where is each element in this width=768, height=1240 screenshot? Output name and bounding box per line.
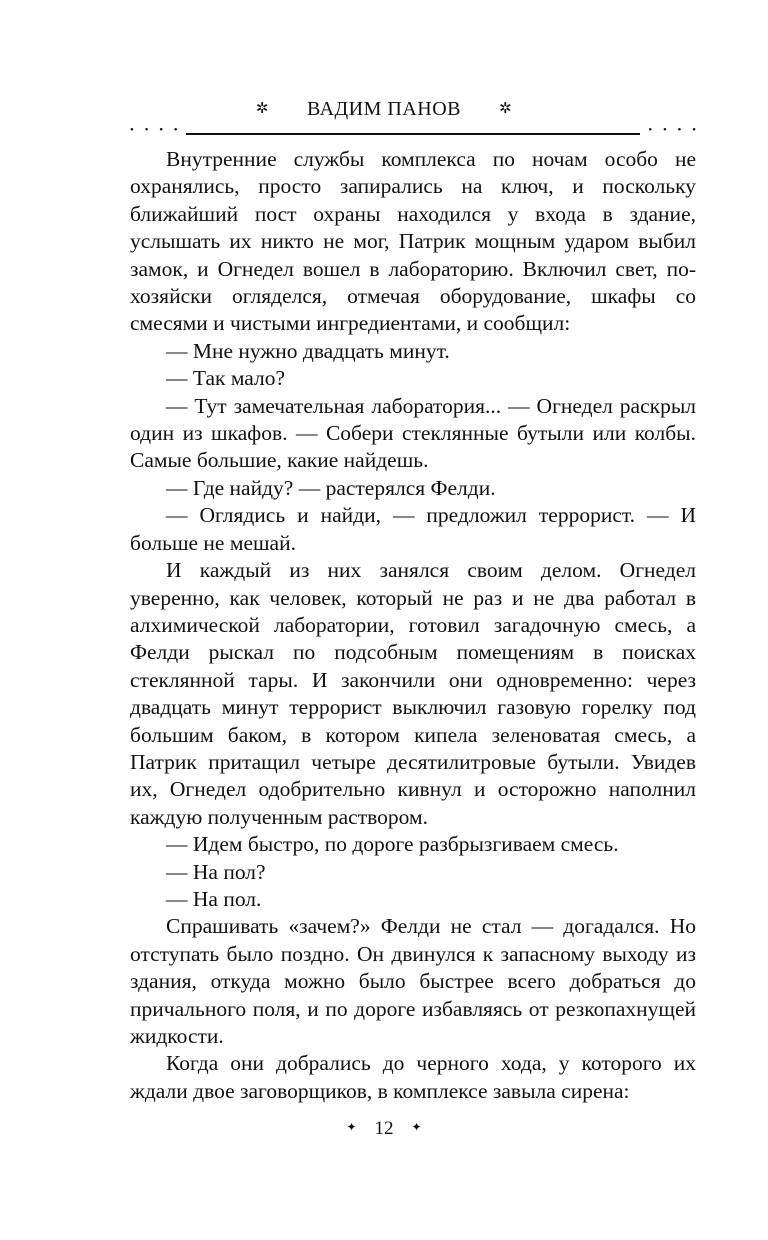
paragraph: — Мне нужно двадцать минут. xyxy=(166,338,450,363)
paragraph: — Оглядись и найди, — предложил террорист. — И больше не мешай. xyxy=(130,503,696,555)
paragraph: — Идем быстро, по дороге разбрызгиваем смесь. xyxy=(166,832,619,857)
header-ornament-left-icon: ✲ xyxy=(255,101,269,117)
page-footer xyxy=(0,1118,768,1140)
rule-dots-left-icon: • • • • xyxy=(130,124,182,136)
rule-dots-right-icon: • • • • xyxy=(648,124,700,136)
body-text xyxy=(130,146,696,1105)
paragraph: — На пол. xyxy=(166,886,262,911)
header-rule xyxy=(130,124,700,140)
paragraph: Спрашивать «зачем?» Фелди не стал — догадался. Но отступать было поздно. Он двинулся к запасному выходу из здания, откуда можно было быстрее всего добраться до причального поля, и по дороге избавляясь от резкопахнущей жидкости. xyxy=(130,914,696,1048)
paragraph: — Где найду? — растерялся Фелди. xyxy=(166,475,496,500)
paragraph: И каждый из них занялся своим делом. Огнедел уверенно, как человек, который не раз и не два работал в алхимической лаборатории, готовил загадочную смесь, а Фелди рыскал по подсобным помещениям в поисках стеклянной тары. И закончили они одновременно: через двадцать минут террорист выключил газовую горелку под большим баком, в котором кипела зеленоватая смесь, а Патрик притащил четыре десятилитровые бутыли. Увидев их, Огнедел одобрительно кивнул и осторожно наполнил каждую полученным раствором. xyxy=(130,558,696,829)
page-number: 12 xyxy=(374,1118,394,1139)
paragraph: — Тут замечательная лаборатория... — Огнедел раскрыл один из шкафов. — Собери стеклянные бутыли или колбы. Самые большие, какие найдешь. xyxy=(130,393,696,473)
paragraph: Внутренние службы комплекса по ночам особо не охранялись, просто запирались на ключ, и поскольку ближайший пост охраны находился у входа в здание, услышать их никто не мог, Патрик мощным ударом выбил замок, и Огнедел вошел в лабораторию. Включил свет, по-хозяйски огляделся, отмечая оборудование, шкафы со смесями и чистыми ингредиентами, и сообщил: xyxy=(130,147,696,336)
running-header-author: ВАДИМ ПАНОВ xyxy=(306,98,461,120)
rule-line xyxy=(186,133,640,135)
header-ornament-right-icon: ✲ xyxy=(499,101,513,117)
footer-ornament-left-icon: ✦ xyxy=(346,1120,357,1134)
footer-ornament-right-icon: ✦ xyxy=(411,1120,422,1134)
running-header xyxy=(0,98,768,121)
paragraph: — На пол? xyxy=(166,859,266,884)
paragraph: — Так мало? xyxy=(166,366,286,391)
paragraph: Когда они добрались до черного хода, у которого их ждали двое заговорщиков, в комплексе завыла сирена: xyxy=(130,1051,696,1103)
